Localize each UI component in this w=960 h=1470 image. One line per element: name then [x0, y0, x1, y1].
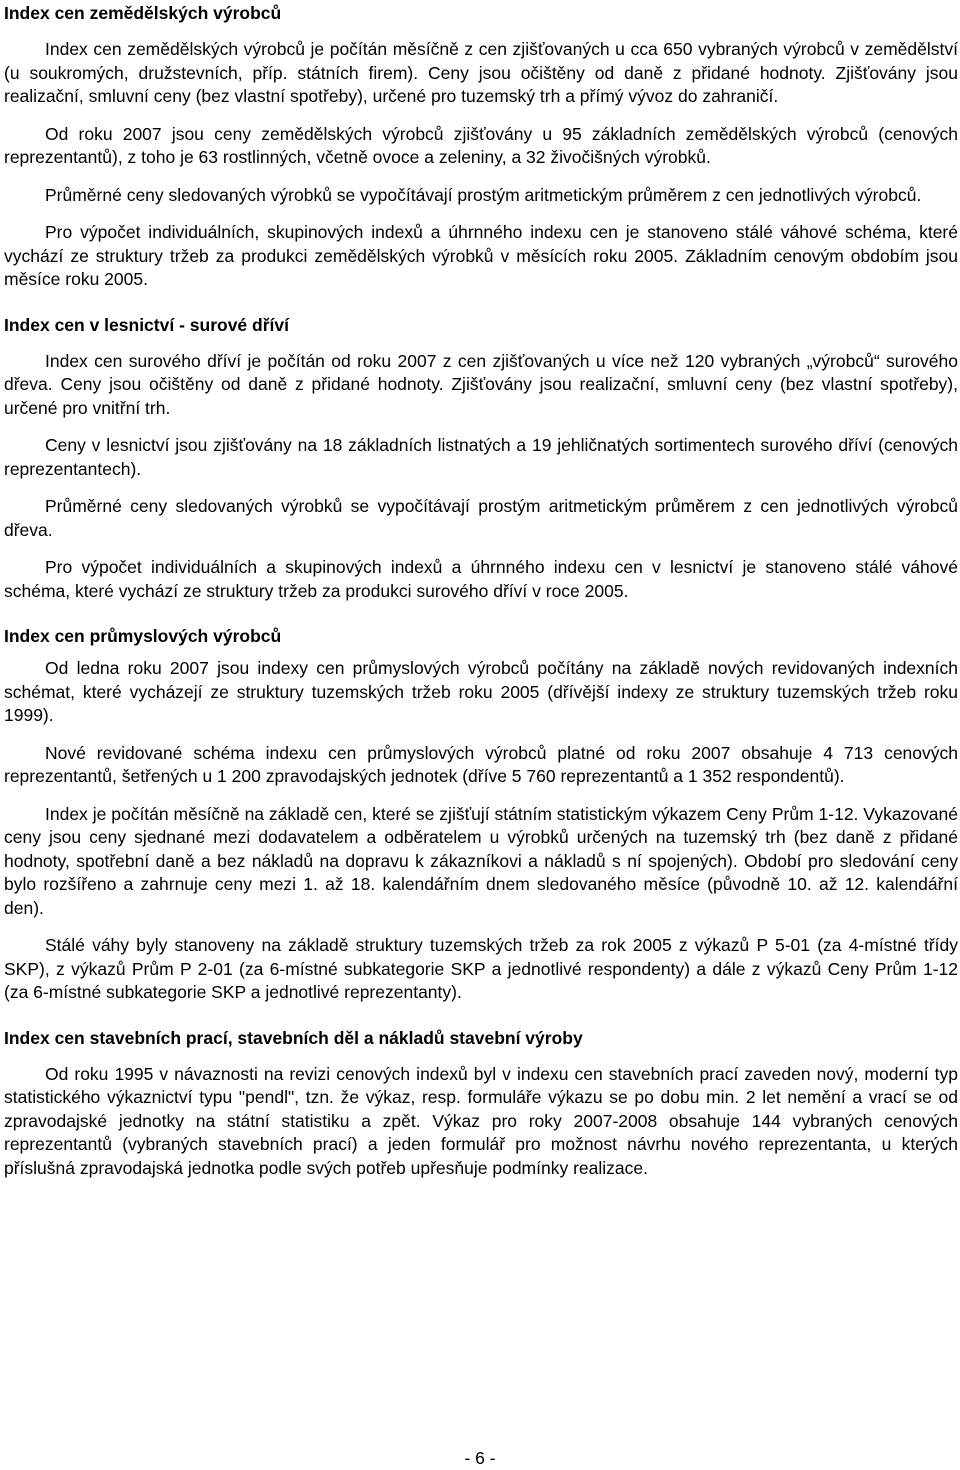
heading-agriculture: Index cen zemědělských výrobců: [4, 3, 282, 23]
paragraph: Index cen surového dříví je počítán od roku 2007 z cen zjišťovaných u více než 120 vybraných „výrobců“ surového dřeva. Ceny jsou očištěny od daně z přidané hodnoty. Zjišťovány jsou realizační, smluvní ceny (bez vlastní spotřeby), určené pro vnitřní trh.: [4, 350, 958, 418]
paragraph: Pro výpočet individuálních a skupinových indexů a úhrnného indexu cen v lesnictví je stanoveno stálé váhové schéma, které vychází ze struktury tržeb za produkci surového dříví v roce 2005.: [4, 557, 958, 601]
paragraph: Průměrné ceny sledovaných výrobků se vypočítávají prostým aritmetickým průměrem z cen jednotlivých výrobců dřeva.: [4, 496, 958, 540]
paragraph: Index je počítán měsíčně na základě cen, které se zjišťují státním statistickým výkazem Ceny Prům 1-12. Vykazované ceny jsou ceny sjednané mezi dodavatelem a odběratelem u výrobků určených na tuzemský trh (bez daně z přidané hodnoty, spotřební daně a bez nákladů na dopravu k zákazníkovi a nákladů s ní spojených). Období pro sledování ceny bylo rozšířeno a zahrnuje ceny mezi 1. až 18. kalendářním dnem sledovaného měsíce (původně 10. až 12. kalendářní den).: [4, 803, 958, 918]
paragraph: Index cen zemědělských výrobců je počítán měsíčně z cen zjišťovaných u cca 650 vybraných výrobců v zemědělství (u soukromých, družstevních, příp. státních firem). Ceny jsou očištěny od daně z přidané hodnoty. Zjišťovány jsou realizační, smluvní ceny (bez vlastní spotřeby), určené pro tuzemský trh a přímý vývoz do zahraničí.: [4, 39, 958, 106]
section-construction: [4, 1027, 958, 1181]
heading-construction: Index cen stavebních prací, stavebních děl a nákladů stavební výroby: [4, 1027, 583, 1048]
section-forestry: [4, 314, 958, 604]
document-page: [4, 0, 958, 1180]
paragraph: Od ledna roku 2007 jsou indexy cen průmyslových výrobců počítány na základě nových revidovaných indexních schémat, které vycházejí ze struktury tuzemských tržeb roku 2005 (dřívější indexy ze struktury tuzemských tržeb roku 1999).: [4, 658, 958, 725]
paragraph: Stálé váhy byly stanoveny na základě struktury tuzemských tržeb za rok 2005 z výkazů P 5-01 (za 4-místné třídy SKP), z výkazů Prům P 2-01 (za 6-místné subkategorie SKP a jednotlivé respondenty) a dále z výkazů Ceny Prům 1-12 (za 6-místné subkategorie SKP a jednotlivé reprezentanty).: [4, 935, 958, 1002]
paragraph: Pro výpočet individuálních, skupinových indexů a úhrnného indexu cen je stanoveno stálé váhové schéma, které vychází ze struktury tržeb za produkci zemědělských výrobků v měsících roku 2005. Základním cenovým obdobím jsou měsíce roku 2005.: [4, 222, 958, 289]
paragraph: Nové revidované schéma indexu cen průmyslových výrobců platné od roku 2007 obsahuje 4 713 cenových reprezentantů, šetřených u 1 200 zpravodajských jednotek (dříve 5 760 reprezentantů a 1 352 respondentů).: [4, 742, 958, 786]
paragraph: Od roku 2007 jsou ceny zemědělských výrobců zjišťovány u 95 základních zemědělských výrobců (cenových reprezentantů), z toho je 63 rostlinných, včetně ovoce a zeleniny, a 32 živočišných výrobků.: [4, 123, 958, 167]
heading-forestry: Index cen v lesnictví - surové dříví: [4, 314, 289, 335]
section-industry: [4, 625, 958, 1005]
paragraph: Ceny v lesnictví jsou zjišťovány na 18 základních listnatých a 19 jehličnatých sortimentech surového dříví (cenových reprezentantech).: [4, 435, 958, 479]
paragraph: Průměrné ceny sledovaných výrobků se vypočítávají prostým aritmetickým průměrem z cen jednotlivých výrobců.: [45, 184, 922, 205]
section-agriculture: [4, 2, 958, 292]
paragraph: Od roku 1995 v návaznosti na revizi cenových indexů byl v indexu cen stavebních prací zaveden nový, moderní typ statistického výkaznictví typu "pendl", tzn. že výkaz, resp. formuláře výkazu se po dobu min. 2 let nemění a vrací se od zpravodajské jednotky na státní statistiku a zpět. Výkaz pro roky 2007-2008 obsahuje 144 vybraných cenových reprezentantů (vybraných stavebních prací) a jeden formulář pro možnost návrhu nového reprezentanta, u kterých příslušná zpravodajská jednotka podle svých potřeb upřesňuje podmínky realizace.: [4, 1063, 958, 1178]
page-number: - 6 -: [464, 1448, 496, 1468]
heading-industry: Index cen průmyslových výrobců: [4, 626, 282, 646]
